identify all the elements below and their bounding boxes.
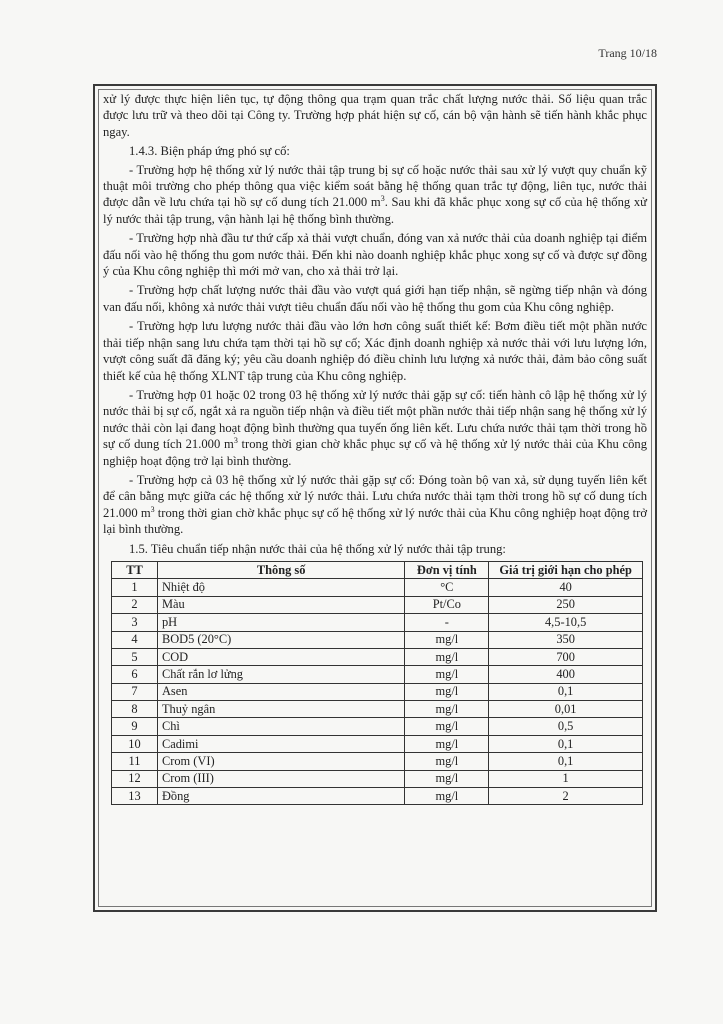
paragraph-all-systems: - Trường hợp cả 03 hệ thống xử lý nước thải gặp sự cố: Đóng toàn bộ van xả, sử dụng tuyến liên kết để cân bằng mực giữa các hệ thống xử lý nước thải. Lưu chứa nước thải tạm thời trong hồ sự cố dung tích 21.000 $m^3$ trong thời gian chờ khắc phục sự cố hệ thống xử lý nước thải của Khu công nghiệp hoạt động trở lại bình thường. xyxy=(103,472,647,537)
cell-unit: mg/l xyxy=(405,735,489,752)
cell-parameter: Chì xyxy=(157,718,404,735)
cell-limit: 0,1 xyxy=(489,735,643,752)
table-header-row xyxy=(112,561,643,578)
cell-parameter: Thuỷ ngân xyxy=(157,701,404,718)
page-number: Trang 10/18 xyxy=(598,46,657,60)
cell-parameter: pH xyxy=(157,614,404,631)
cell-index: 2 xyxy=(112,596,158,613)
cell-index: 12 xyxy=(112,770,158,787)
paragraph-intro: xử lý được thực hiện liên tục, tự động thông qua trạm quan trắc chất lượng nước thải. Số liệu quan trắc được lưu trữ và theo dõi tại Công ty. Trường hợp phát hiện sự cố, cán bộ vận hành sẽ tiến hành khắc phục ngay. xyxy=(103,92,647,139)
cell-index: 9 xyxy=(112,718,158,735)
cell-unit: mg/l xyxy=(405,718,489,735)
cell-index: 8 xyxy=(112,701,158,718)
cell-limit: 700 xyxy=(489,648,643,665)
cell-index: 4 xyxy=(112,631,158,648)
cell-limit: 4,5-10,5 xyxy=(489,614,643,631)
cell-parameter: COD xyxy=(157,648,404,665)
header-tt: TT xyxy=(112,561,158,578)
cell-limit: 2 xyxy=(489,788,643,805)
paragraph-secondary-investor: - Trường hợp nhà đầu tư thứ cấp xả thải vượt chuẩn, đóng van xả nước thải của doanh nghiệp tại điểm đấu nối vào hệ thống thu gom nước thải. Đến khi nào doanh nghiệp khắc phục xong sự cố và được sự đồng ý của Khu công nghiệp thì mới mở van, cho xả thải trở lại. xyxy=(103,231,647,279)
paragraph-input-quality: - Trường hợp chất lượng nước thải đầu vào vượt quá giới hạn tiếp nhận, sẽ ngừng tiếp nhận và đóng van đấu nối, không xả nước thải vượt tiêu chuẩn đấu nối vào hệ thống thu gom của Khu công nghiệp. xyxy=(103,283,647,314)
cell-unit: - xyxy=(405,614,489,631)
cell-unit: Pt/Co xyxy=(405,596,489,613)
cell-limit: 0,5 xyxy=(489,718,643,735)
header-limit: Giá trị giới hạn cho phép xyxy=(489,561,643,578)
cell-parameter: Crom (VI) xyxy=(157,753,404,770)
table-row xyxy=(112,631,643,648)
cell-parameter: Crom (III) xyxy=(157,770,404,787)
cell-unit: mg/l xyxy=(405,753,489,770)
table-row xyxy=(112,683,643,700)
cell-index: 6 xyxy=(112,666,158,683)
table-row xyxy=(112,701,643,718)
cell-unit: mg/l xyxy=(405,788,489,805)
cell-limit: 250 xyxy=(489,596,643,613)
table-row xyxy=(112,648,643,665)
table-row xyxy=(112,735,643,752)
table-row xyxy=(112,770,643,787)
cell-limit: 40 xyxy=(489,579,643,596)
cell-parameter: Asen xyxy=(157,683,404,700)
cell-index: 5 xyxy=(112,648,158,665)
table-body xyxy=(112,579,643,805)
cell-index: 3 xyxy=(112,614,158,631)
standards-table xyxy=(111,561,643,805)
cell-limit: 1 xyxy=(489,770,643,787)
cell-parameter: Nhiệt độ xyxy=(157,579,404,596)
cell-unit: mg/l xyxy=(405,770,489,787)
table-row xyxy=(112,596,643,613)
header-unit: Đơn vị tính xyxy=(405,561,489,578)
cell-index: 7 xyxy=(112,683,158,700)
cell-parameter: Chất rắn lơ lửng xyxy=(157,666,404,683)
table-row xyxy=(112,666,643,683)
table-row xyxy=(112,788,643,805)
paragraph-incident-central: - Trường hợp hệ thống xử lý nước thải tập trung bị sự cố hoặc nước thải sau xử lý vượt quy chuẩn kỹ thuật môi trường cho phép thông qua việc kiểm soát bằng hệ thống quan trắc tự động, liên tục, nước thải được dẫn về lưu chứa tại hồ sự cố dung tích 21.000 $m^3$. Sau khi đã khắc phục xong sự cố của hệ thống xử lý nước thải tập trung, vận hành lại hệ thống bình thường. xyxy=(103,162,647,226)
table-row xyxy=(112,579,643,596)
cell-parameter: Màu xyxy=(157,596,404,613)
cell-index: 11 xyxy=(112,753,158,770)
cell-parameter: Cadimi xyxy=(157,735,404,752)
cell-limit: 0,1 xyxy=(489,683,643,700)
cell-unit: mg/l xyxy=(405,701,489,718)
cell-unit: mg/l xyxy=(405,648,489,665)
cell-limit: 0,1 xyxy=(489,753,643,770)
section-heading-1-4-3: 1.4.3. Biện pháp ứng phó sự cố: xyxy=(129,144,290,159)
cell-index: 10 xyxy=(112,735,158,752)
paragraph-input-flow: - Trường hợp lưu lượng nước thải đầu vào lớn hơn công suất thiết kế: Bơm điều tiết một phần nước thải tiếp nhận sang lưu chứa tạm thời tại hồ sự cố; Xác định doanh nghiệp xả nước thải với lưu lượng lớn, vượt công suất đã đăng ký; yêu cầu doanh nghiệp đó điều chỉnh lưu lượng xả nước thải, đảm bảo công suất thiết kế của hệ thống XLNT tập trung của Khu công nghiệp. xyxy=(103,319,647,383)
cell-parameter: Đồng xyxy=(157,788,404,805)
page-frame xyxy=(93,84,657,912)
cell-unit: mg/l xyxy=(405,631,489,648)
cell-unit: mg/l xyxy=(405,683,489,700)
cell-unit: °C xyxy=(405,579,489,596)
cell-index: 13 xyxy=(112,788,158,805)
cell-parameter: BOD5 (20°C) xyxy=(157,631,404,648)
cell-limit: 0,01 xyxy=(489,701,643,718)
table-row xyxy=(112,753,643,770)
cell-limit: 350 xyxy=(489,631,643,648)
table-row xyxy=(112,614,643,631)
table-row xyxy=(112,718,643,735)
cell-index: 1 xyxy=(112,579,158,596)
paragraph-one-two-systems: - Trường hợp 01 hoặc 02 trong 03 hệ thống xử lý nước thải gặp sự cố: tiến hành cô lập hệ thống xử lý nước thải bị sự cố, ngắt xả ra nguồn tiếp nhận và điều tiết một phần nước thải tiếp nhận sang hệ thống xử lý nước thải còn lại đang hoạt động bình thường qua tuyến ống liên kết. Lưu chứa nước thải tạm thời trong hồ sự cố dung tích 21.000 $m^3$ trong thời gian chờ khắc phục sự cố và hệ thống xử lý nước thải của Khu công nghiệp hoạt động trở lại bình thường. xyxy=(103,387,647,468)
section-heading-1-5: 1.5. Tiêu chuẩn tiếp nhận nước thải của hệ thống xử lý nước thải tập trung: xyxy=(129,541,506,556)
cell-limit: 400 xyxy=(489,666,643,683)
header-parameter: Thông số xyxy=(157,561,404,578)
cell-unit: mg/l xyxy=(405,666,489,683)
